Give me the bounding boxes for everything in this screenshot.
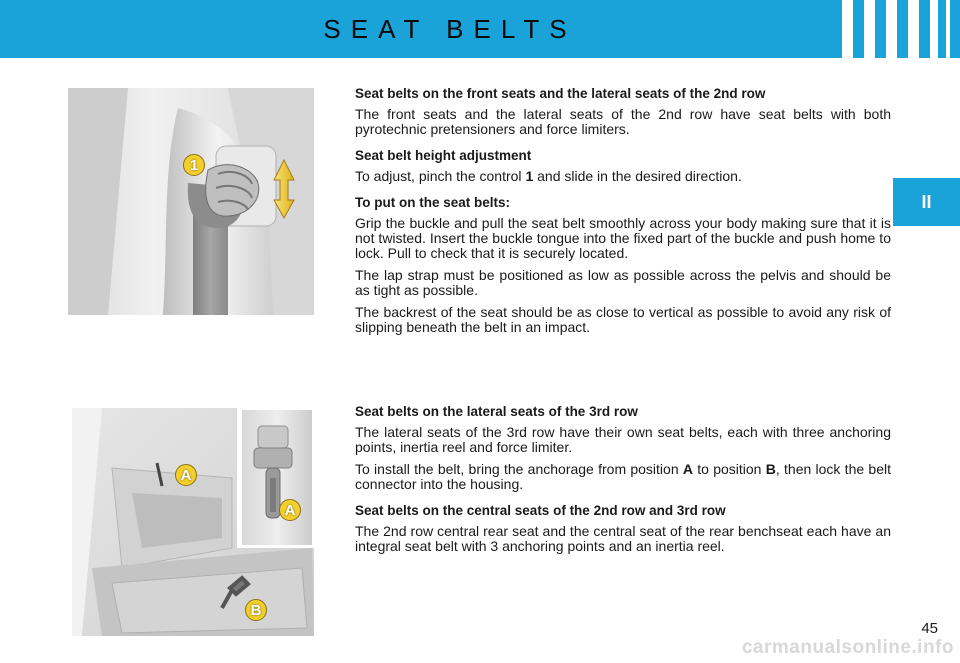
header-stripe bbox=[886, 0, 897, 58]
header-stripe bbox=[930, 0, 938, 58]
section-front-seat-belts bbox=[355, 86, 891, 342]
chapter-tab[interactable]: II bbox=[893, 178, 960, 226]
paragraph-height-adjustment: To adjust, pinch the control 1 and slide in the desired direction. bbox=[355, 168, 742, 184]
page-title: SEAT BELTS bbox=[323, 14, 577, 44]
header-stripe bbox=[908, 0, 919, 58]
heading-third-row-lateral: Seat belts on the lateral seats of the 3rd row bbox=[355, 404, 638, 419]
callout-a-inset: A bbox=[279, 499, 301, 521]
heading-central-seats: Seat belts on the central seats of the 2nd row and 3rd row bbox=[355, 503, 726, 518]
callout-a-main: A bbox=[175, 464, 197, 486]
anchorage-illustration bbox=[72, 408, 314, 636]
header-stripe bbox=[842, 0, 853, 58]
paragraph-lap-strap: The lap strap must be positioned as low as possible across the pelvis and should be as tight as possible. bbox=[355, 267, 891, 298]
paragraph-backrest: The backrest of the seat should be as close to vertical as possible to avoid any risk of slipping beneath the belt in an impact. bbox=[355, 304, 891, 335]
paragraph-third-row-belts: The lateral seats of the 3rd row have their own seat belts, each with three anchoring points, inertia reel and force limiter. bbox=[355, 424, 891, 455]
heading-put-on-seat-belts: To put on the seat belts: bbox=[355, 195, 510, 210]
paragraph-install-belt: To install the belt, bring the anchorage from position A to position B, then lock the belt connector into the housing. bbox=[355, 461, 891, 492]
header-stripe bbox=[946, 0, 950, 58]
seat-belt-height-adjuster-figure bbox=[68, 88, 314, 315]
third-row-belt-anchorage-figure bbox=[72, 408, 314, 636]
paragraph-pretensioners: The front seats and the lateral seats of the 2nd row have seat belts with both pyrotechnic pretensioners and force limiters. bbox=[355, 106, 891, 137]
callout-1: 1 bbox=[183, 154, 205, 176]
adjuster-illustration bbox=[68, 88, 314, 315]
paragraph-buckle-instructions: Grip the buckle and pull the seat belt smoothly across your body making sure that it is not twisted. Insert the buckle tongue into the fixed part of the buckle and push home to lock. Pull to check that it is securely located. bbox=[355, 215, 891, 261]
watermark: carmanualsonline.info bbox=[741, 637, 954, 658]
paragraph-central-seats: The 2nd row central rear seat and the central seat of the rear benchseat each have an integral seat belt with 3 anchoring points and an inertia reel. bbox=[355, 523, 891, 554]
position-b-reference: B bbox=[765, 461, 776, 477]
callout-b: B bbox=[245, 599, 267, 621]
heading-height-adjustment: Seat belt height adjustment bbox=[355, 148, 532, 163]
heading-front-lateral-seat-belts: Seat belts on the front seats and the lateral seats of the 2nd row bbox=[355, 86, 766, 101]
header-stripe bbox=[864, 0, 875, 58]
position-a-reference: A bbox=[682, 461, 694, 477]
page-header bbox=[0, 0, 960, 58]
page-number: 45 bbox=[921, 620, 938, 637]
section-rear-seat-belts bbox=[355, 404, 891, 561]
control-reference-1: 1 bbox=[525, 168, 534, 184]
